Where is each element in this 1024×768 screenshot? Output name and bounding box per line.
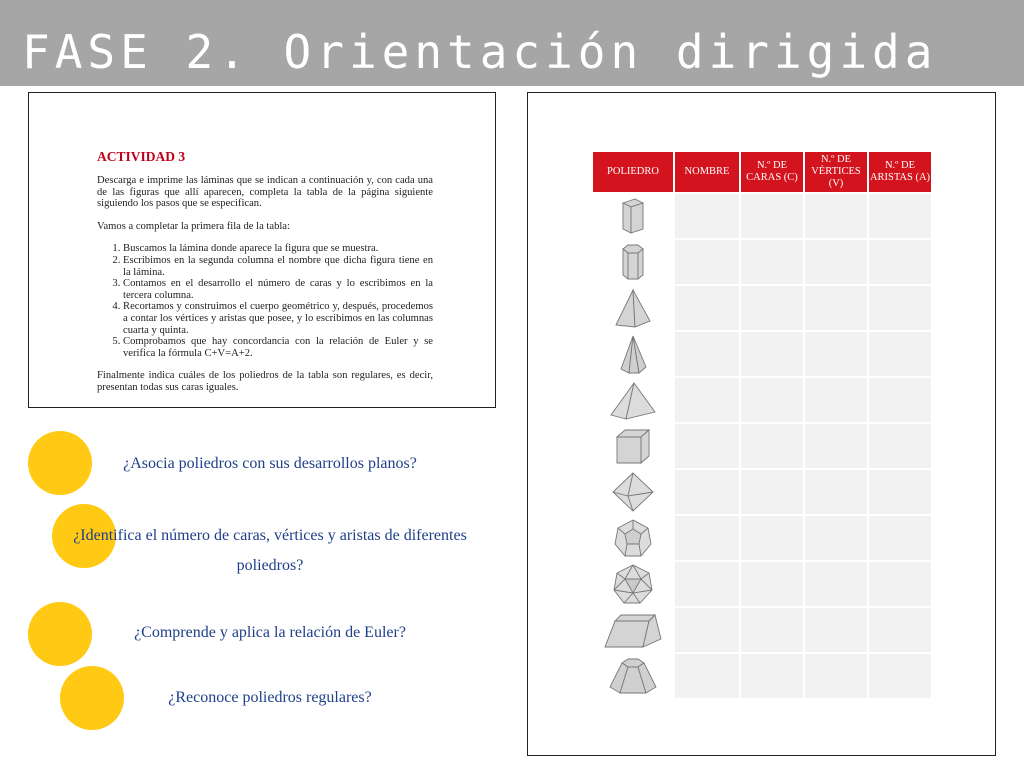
header-nombre: NOMBRE	[675, 152, 739, 192]
activity-step: 3. Contamos en el desarrollo el número de caras y lo escribimos en la tercera columna.	[123, 278, 433, 301]
cell-caras[interactable]	[741, 424, 803, 468]
triangular-pyramid-icon	[593, 378, 673, 422]
activity-lead: Vamos a completar la primera fila de la tabla:	[97, 220, 290, 232]
cell-vertices[interactable]	[805, 516, 867, 560]
cell-caras[interactable]	[741, 240, 803, 284]
activity-step: 4. Recortamos y construimos el cuerpo geométrico y, después, procedemos a contar los vértices y aristas que posee, y lo escribimos en las columnas cuarta y quinta.	[123, 301, 433, 336]
activity-step: 2. Escribimos en la segunda columna el nombre que dicha figura tiene en la lámina.	[123, 255, 433, 278]
hexagonal-prism-icon	[593, 240, 673, 284]
cell-aristas[interactable]	[869, 378, 931, 422]
square-pyramid-icon	[593, 286, 673, 330]
header-poliedro: POLIEDRO	[593, 152, 673, 192]
table-row	[593, 654, 931, 698]
bullet-circle	[28, 602, 92, 666]
header-bar	[0, 0, 1024, 86]
cell-aristas[interactable]	[869, 654, 931, 698]
cell-aristas[interactable]	[869, 332, 931, 376]
table-row	[593, 286, 931, 330]
cell-nombre[interactable]	[675, 608, 739, 652]
activity-intro: Descarga e imprime las láminas que se indican a continuación y, con cada una de las figuras que allí aparecen, completa la tabla de la página siguiente siguiendo los pasos que se especifican.	[97, 175, 433, 210]
question-1: ¿Asocia poliedros con sus desarrollos planos?	[123, 455, 417, 472]
cell-vertices[interactable]	[805, 194, 867, 238]
cell-aristas[interactable]	[869, 608, 931, 652]
cell-vertices[interactable]	[805, 332, 867, 376]
table-panel	[527, 92, 996, 756]
cell-vertices[interactable]	[805, 654, 867, 698]
cell-vertices[interactable]	[805, 470, 867, 514]
header-vertices: N.º DE VÉRTICES (V)	[805, 152, 867, 192]
activity-panel	[28, 92, 496, 408]
cell-caras[interactable]	[741, 332, 803, 376]
cell-vertices[interactable]	[805, 424, 867, 468]
cell-vertices[interactable]	[805, 286, 867, 330]
bullet-circle	[28, 431, 92, 495]
table-row	[593, 562, 931, 606]
cell-aristas[interactable]	[869, 240, 931, 284]
header-aristas: N.º DE ARISTAS (A)	[869, 152, 931, 192]
cell-nombre[interactable]	[675, 286, 739, 330]
cell-nombre[interactable]	[675, 516, 739, 560]
header-caras: N.º DE CARAS (C)	[741, 152, 803, 192]
cell-nombre[interactable]	[675, 470, 739, 514]
activity-step: 1. Buscamos la lámina donde aparece la figura que se muestra.	[123, 243, 433, 255]
question-4: ¿Reconoce poliedros regulares?	[168, 689, 372, 706]
cell-vertices[interactable]	[805, 240, 867, 284]
octahedron-icon	[593, 470, 673, 514]
activity-outro: Finalmente indica cuáles de los poliedros de la tabla son regulares, es decir, presentan todas sus caras iguales.	[97, 370, 433, 393]
square-frustum-icon	[593, 608, 673, 652]
activity-title: ACTIVIDAD 3	[97, 149, 186, 164]
page-title: FASE 2. Orientación dirigida	[22, 25, 938, 79]
cell-vertices[interactable]	[805, 562, 867, 606]
cell-aristas[interactable]	[869, 562, 931, 606]
cell-caras[interactable]	[741, 562, 803, 606]
cell-nombre[interactable]	[675, 194, 739, 238]
pentagonal-pyramid-icon	[593, 332, 673, 376]
square-prism-icon	[593, 194, 673, 238]
hexagonal-frustum-icon	[593, 654, 673, 698]
cell-caras[interactable]	[741, 608, 803, 652]
table-row	[593, 470, 931, 514]
cell-aristas[interactable]	[869, 194, 931, 238]
cell-nombre[interactable]	[675, 240, 739, 284]
activity-steps	[97, 243, 433, 359]
table-row	[593, 516, 931, 560]
cell-caras[interactable]	[741, 470, 803, 514]
question-3: ¿Comprende y aplica la relación de Euler?	[134, 624, 406, 641]
table-row	[593, 240, 931, 284]
table-row	[593, 608, 931, 652]
cell-aristas[interactable]	[869, 424, 931, 468]
table-header-row	[593, 152, 931, 192]
cell-aristas[interactable]	[869, 470, 931, 514]
cell-vertices[interactable]	[805, 608, 867, 652]
cell-caras[interactable]	[741, 378, 803, 422]
question-2: ¿Identifica el número de caras, vértices y aristas de diferentes poliedros?	[73, 527, 467, 574]
table-row	[593, 194, 931, 238]
table-row	[593, 378, 931, 422]
cell-nombre[interactable]	[675, 424, 739, 468]
activity-body	[97, 175, 433, 405]
table-row	[593, 424, 931, 468]
cell-nombre[interactable]	[675, 562, 739, 606]
table-row	[593, 332, 931, 376]
polyhedra-table	[591, 150, 933, 700]
cell-aristas[interactable]	[869, 286, 931, 330]
bullet-circle	[60, 666, 124, 730]
cell-caras[interactable]	[741, 516, 803, 560]
cell-nombre[interactable]	[675, 378, 739, 422]
cell-caras[interactable]	[741, 286, 803, 330]
cell-vertices[interactable]	[805, 378, 867, 422]
cell-caras[interactable]	[741, 654, 803, 698]
icosahedron-icon	[593, 562, 673, 606]
cell-aristas[interactable]	[869, 516, 931, 560]
dodecahedron-icon	[593, 516, 673, 560]
cell-caras[interactable]	[741, 194, 803, 238]
cube-icon	[593, 424, 673, 468]
cell-nombre[interactable]	[675, 332, 739, 376]
cell-nombre[interactable]	[675, 654, 739, 698]
activity-step: 5. Comprobamos que hay concordancia con la relación de Euler y se verifica la fórmula C+V=A+2.	[123, 336, 433, 359]
